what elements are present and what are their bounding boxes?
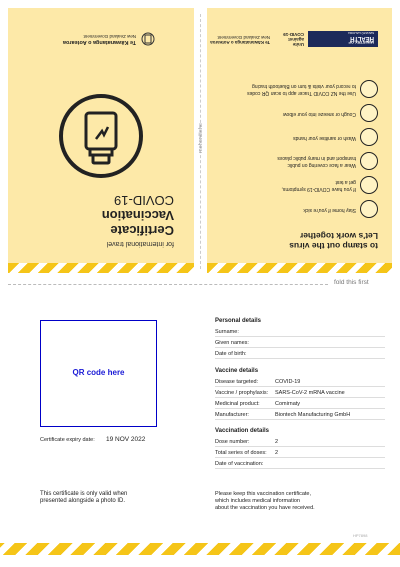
cover-content [8,8,194,273]
face-covering-icon [360,152,378,170]
manufacturer-value: Biontech Manufacturing GmbH [275,412,351,418]
vaccine-heading: Vaccine details [215,368,259,374]
validity-note-2: presented alongside a photo ID. [40,498,126,504]
surname-label: Surname: [215,329,239,335]
dob-label: Date of birth: [215,351,247,357]
coat-of-arms-icon [140,31,156,47]
validity-note-1: This certificate is only valid when [40,491,128,497]
unite-line3: COVID-19 [283,32,304,37]
ministry-logo [308,31,378,47]
brand-text: mehoniitehe [198,123,204,153]
unite-logo [276,31,304,47]
cover-title-3: Certificate [110,223,174,238]
wash-hands-icon [360,128,378,146]
keep-note-3: about the vaccination you have received. [215,505,315,511]
qr-code-placeholder [40,320,157,427]
back-heading-2: to stamp out the virus [289,241,378,251]
tip-test-2: get a test [335,179,356,185]
vaccine-vial-icon [56,91,146,181]
cover-gov-english: New Zealand Government [83,34,136,39]
expiry-value: 19 NOV 2022 [106,436,146,443]
product-value: Comirnaty [275,401,301,407]
cover-panel [8,8,194,273]
back-stripe [207,263,392,273]
cover-gov-maori: Te Kāwanatanga o Aotearoa [62,39,136,45]
cover-subtitle: for international travel [106,240,174,247]
dob-rule [215,358,385,359]
expiry-label: Certificate expiry date: [40,437,95,443]
tip-test-1: If you have COVID-19 symptoms, [281,186,356,192]
back-gov-english: New Zealand Government [217,35,270,40]
back-gov-block [210,35,270,45]
vaccination-date-label: Date of vaccination: [215,461,264,467]
back-gov-maori: Te Kāwanatanga o Aotearoa [210,40,270,45]
manufacturer-label: Manufacturer: [215,412,249,418]
product-label: Medicinal product: [215,401,260,407]
footer-code: HP7898 [353,533,368,538]
unite-line1: Unite [292,42,304,47]
prophylaxis-value: SARS-CoV-2 mRNA vaccine [275,390,345,396]
cover-stripe [8,263,194,273]
keep-note-1: Please keep this vaccination certificate, [215,491,311,497]
disease-rule [215,386,385,387]
tip-tracer-2: to record your visits & turn on Bluetooth tracing [252,83,356,89]
personal-heading: Personal details [215,318,262,324]
back-heading-1: Let's work together [299,231,378,241]
series-value: 2 [275,450,279,456]
surname-rule [215,336,385,337]
fold-instruction: fold this first [334,279,369,286]
back-content [207,8,392,273]
manufacturer-rule [215,419,385,420]
cover-title-2: Vaccination [101,208,174,223]
stay-home-icon [360,200,378,218]
ministry-line3: MANATŪ HAUORA [347,31,374,35]
disease-label: Disease targeted: [215,379,259,385]
ministry-line1: MINISTRY OF [348,40,374,45]
prophylaxis-label: Vaccine / prophylaxis: [215,390,269,396]
tip-tracer-1: Use the NZ COVID Tracer app to scan QR codes [247,90,356,96]
cough-elbow-icon [360,104,378,122]
bottom-stripe [0,543,400,555]
dose-label: Dose number: [215,439,250,445]
tracer-app-icon [360,80,378,98]
given-names-rule [215,347,385,348]
tip-mask-1: Wear a face covering on public [287,162,356,168]
prophylaxis-rule [215,397,385,398]
series-rule [215,457,385,458]
dose-rule [215,446,385,447]
ministry-line2: HEALTH [350,35,374,41]
keep-note-2: which includes medical information [215,498,300,504]
test-icon [360,176,378,194]
tip-wash: Wash or sanitise your hands [293,135,356,141]
product-rule [215,408,385,409]
dose-value: 2 [275,439,279,445]
vaccination-date-rule [215,468,385,469]
tip-cough: Cough or sneeze into your elbow [282,111,356,117]
tip-mask-2: transport and in many public places [277,155,356,161]
tip-stay-home: Stay home if you're sick [303,207,356,213]
unite-line2: against [288,37,304,42]
fold-line [8,284,328,285]
back-panel [198,8,392,273]
cover-title-1: COVID-19 [114,193,174,208]
qr-code-label: QR code here [72,368,125,377]
given-names-label: Given names: [215,340,249,346]
series-label: Total series of doses: [215,450,267,456]
disease-value: COVID-19 [275,379,301,385]
vaccination-details-heading: Vaccination details [215,428,270,434]
cover-gov-block [26,34,136,45]
